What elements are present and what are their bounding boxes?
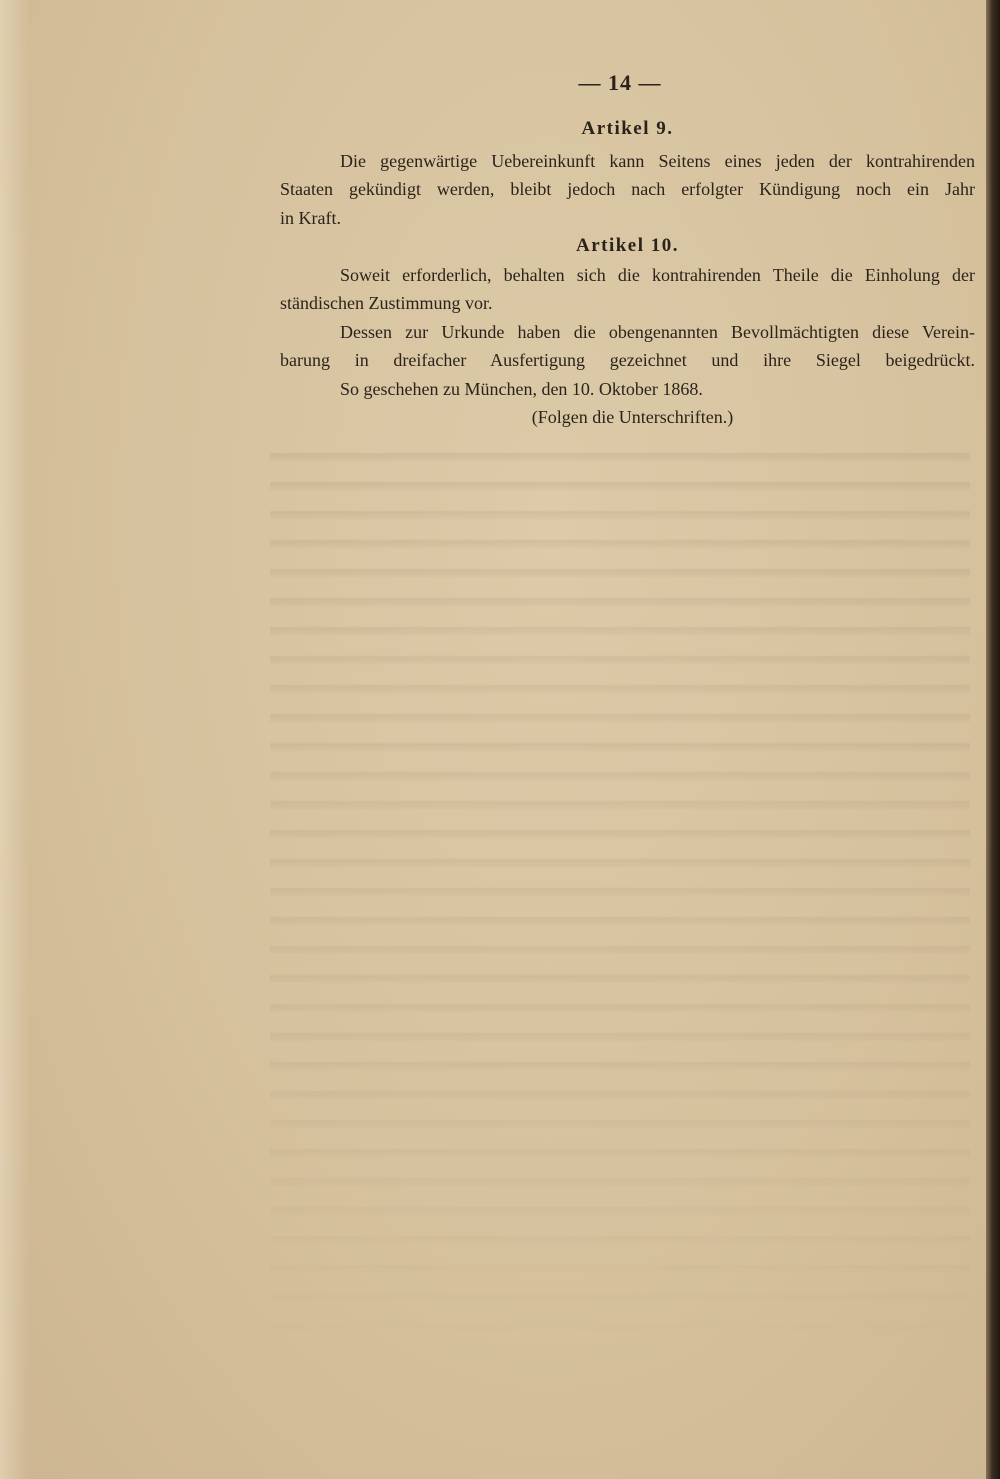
text-line: So geschehen zu München, den 10. Oktober 1868. <box>340 378 703 399</box>
article-10-paragraph-1 <box>280 261 975 318</box>
scan-edge-right <box>986 0 1000 1479</box>
reverse-side-bleed-through <box>270 440 970 1340</box>
text-line: Dessen zur Urkunde haben die obengenannten Bevollmächtigten diese Verein- <box>340 321 975 342</box>
page-number: — 14 — <box>578 70 662 95</box>
article-10-paragraph-2 <box>280 318 975 375</box>
text-line: Die gegenwärtige Uebereinkunft kann Seitens eines jeden der kontrahirenden <box>340 150 975 171</box>
text-line: in Kraft. <box>280 207 341 228</box>
text-line: Staaten gekündigt werden, bleibt jedoch nach erfolgter Kündigung noch ein Jahr <box>280 179 975 199</box>
text-line: barung in dreifacher Ausfertigung gezeichnet und ihre Siegel beigedrückt. <box>280 350 975 370</box>
article-9-paragraph <box>280 147 975 233</box>
article-9-heading: Artikel 9. <box>581 118 674 139</box>
date-place-line <box>280 375 975 404</box>
scan-edge-left <box>0 0 30 1479</box>
signatures-note: (Folgen die Unterschriften.) <box>531 407 734 427</box>
article-10-heading: Artikel 10. <box>575 235 680 256</box>
text-line: ständischen Zustimmung vor. <box>280 293 493 313</box>
text-line: Soweit erforderlich, behalten sich die kontrahirenden Theile die Einholung der <box>340 264 975 285</box>
document-body <box>280 115 975 432</box>
